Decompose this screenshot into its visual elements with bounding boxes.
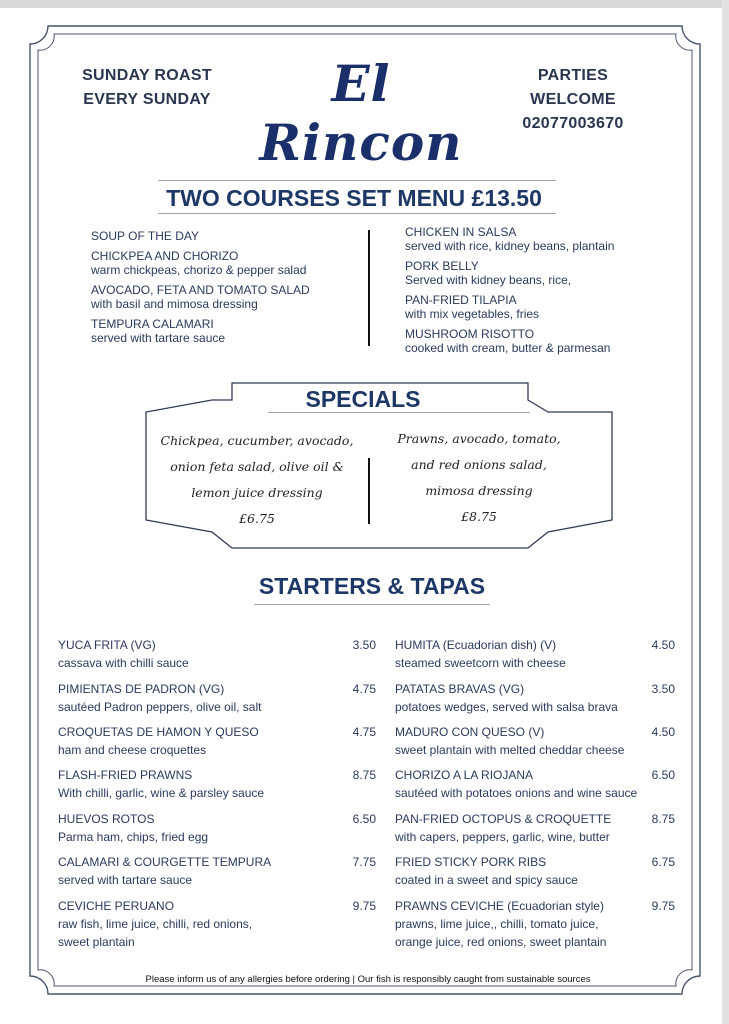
tapas-item — [395, 636, 675, 672]
special-line: mimosa dressing — [425, 483, 533, 498]
item-name: CROQUETAS DE HAMON Y QUESO — [58, 725, 259, 739]
item-description: potatoes wedges, served with salsa brava — [395, 700, 618, 714]
item-price: 4.75 — [352, 725, 376, 739]
item-name: SOUP OF THE DAY — [91, 229, 200, 243]
item-description: with basil and mimosa dressing — [91, 297, 258, 311]
item-description: ham and cheese croquettes — [58, 743, 207, 757]
set-menu-item — [405, 259, 685, 287]
item-price: 4.50 — [651, 638, 675, 652]
item-name: CHORIZO A LA RIOJANA — [395, 768, 534, 782]
set-menu-top-rule — [158, 180, 556, 181]
item-description: steamed sweetcorn with cheese — [395, 656, 566, 670]
item-name: MADURO CON QUESO (V) — [395, 725, 545, 739]
item-price: 4.75 — [352, 682, 376, 696]
item-description: Parma ham, chips, fried egg — [58, 830, 209, 844]
set-menu-mains — [405, 225, 685, 361]
item-description: served with rice, kidney beans, plantain — [405, 239, 615, 253]
set-menu-item — [91, 249, 361, 277]
item-description: coated in a sweet and spicy sauce — [395, 873, 578, 887]
special-line: and red onions salad, — [411, 457, 547, 472]
tapas-item — [395, 766, 675, 802]
restaurant-logo: El Rincon — [259, 54, 463, 172]
set-menu-item — [91, 229, 361, 243]
item-name: PRAWNS CEVICHE (Ecuadorian style) — [395, 899, 604, 913]
item-name: PAN-FRIED TILAPIA — [405, 293, 517, 307]
tapas-rule — [254, 604, 490, 605]
item-price: 6.75 — [651, 855, 675, 869]
item-description: cassava with chilli sauce — [58, 656, 189, 670]
tapas-item — [58, 636, 376, 672]
special-left — [146, 428, 368, 532]
set-menu-title: TWO COURSES SET MENU £13.50 — [166, 185, 542, 211]
item-name: FLASH-FRIED PRAWNS — [58, 768, 193, 782]
item-description: cooked with cream, butter & parmesan — [405, 341, 611, 355]
item-name: YUCA FRITA (VG) — [58, 638, 156, 652]
item-description: served with tartare sauce — [58, 873, 193, 887]
phone-number: 02077003670 — [522, 115, 624, 132]
sunday-roast-notice — [66, 64, 228, 112]
item-description: sautéed with potatoes onions and wine sauce — [395, 786, 638, 800]
specials-title: SPECIALS — [305, 386, 421, 412]
item-description: warm chickpeas, chorizo & pepper salad — [91, 263, 307, 277]
item-name: HUMITA (Ecuadorian dish) (V) — [395, 638, 557, 652]
item-description: with mix vegetables, fries — [405, 307, 540, 321]
welcome-line: WELCOME — [530, 91, 616, 108]
tapas-item — [395, 897, 675, 951]
special-line: Prawns, avocado, tomato, — [397, 431, 561, 446]
tapas-title: STARTERS & TAPAS — [258, 573, 486, 599]
item-description: sweet plantain with melted cheddar cheese — [395, 743, 625, 757]
special-price: £6.75 — [239, 511, 275, 526]
special-right — [374, 426, 584, 530]
item-description: With chilli, garlic, wine & parsley sauce — [58, 786, 265, 800]
item-description: raw fish, lime juice, chilli, red onions, sweet plantain — [58, 917, 253, 949]
special-line: lemon juice dressing — [191, 485, 323, 500]
item-description: sautéed Padron peppers, olive oil, salt — [58, 700, 262, 714]
set-menu-item — [91, 283, 361, 311]
item-price: 4.50 — [651, 725, 675, 739]
tapas-item — [58, 766, 376, 802]
item-price: 6.50 — [352, 812, 376, 826]
special-line: onion feta salad, olive oil & — [170, 459, 344, 474]
set-menu-item — [91, 317, 361, 345]
tapas-item — [58, 897, 376, 951]
allergy-notice: Please inform us of any allergies before ordering | Our fish is responsibly caught from sustainable sources — [145, 974, 591, 985]
item-price: 6.50 — [651, 768, 675, 782]
item-price: 3.50 — [651, 682, 675, 696]
item-price: 8.75 — [651, 812, 675, 826]
item-name: AVOCADO, FETA AND TOMATO SALAD — [91, 283, 310, 297]
item-description: prawns, lime juice,, chilli, tomato juice, orange juice, red onions, sweet plantain — [395, 917, 607, 949]
set-menu-item — [405, 293, 685, 321]
specials-rule — [268, 412, 530, 413]
tapas-item — [58, 810, 376, 846]
item-name: CEVICHE PERUANO — [58, 899, 175, 913]
tapas-item — [395, 680, 675, 716]
item-price: 8.75 — [352, 768, 376, 782]
item-price: 3.50 — [352, 638, 376, 652]
item-name: FRIED STICKY PORK RIBS — [395, 855, 547, 869]
set-menu-item — [405, 327, 685, 355]
item-description: served with tartare sauce — [91, 331, 226, 345]
item-price: 9.75 — [352, 899, 376, 913]
sunday-roast-line: SUNDAY ROAST — [82, 67, 212, 84]
set-menu-item — [405, 225, 685, 253]
item-name: PIMIENTAS DE PADRON (VG) — [58, 682, 225, 696]
item-name: PATATAS BRAVAS (VG) — [395, 682, 525, 696]
item-description: Served with kidney beans, rice, — [405, 273, 572, 287]
item-name: MUSHROOM RISOTTO — [405, 327, 535, 341]
item-name: HUEVOS ROTOS — [58, 812, 155, 826]
item-price: 7.75 — [352, 855, 376, 869]
parties-notice — [498, 64, 648, 136]
item-name: TEMPURA CALAMARI — [91, 317, 214, 331]
set-menu-bottom-rule — [158, 213, 556, 214]
tapas-item — [58, 680, 376, 716]
every-sunday-line: EVERY SUNDAY — [83, 91, 211, 108]
tapas-item — [395, 810, 675, 846]
item-description: with capers, peppers, garlic, wine, butter — [395, 830, 610, 844]
item-name: CHICKEN IN SALSA — [405, 225, 517, 239]
item-name: PORK BELLY — [405, 259, 479, 273]
item-name: CHICKPEA AND CHORIZO — [91, 249, 239, 263]
set-menu-starters — [91, 229, 361, 351]
special-line: Chickpea, cucumber, avocado, — [160, 433, 354, 448]
item-price: 9.75 — [651, 899, 675, 913]
item-name: PAN-FRIED OCTOPUS & CROQUETTE — [395, 812, 612, 826]
tapas-item — [395, 723, 675, 759]
tapas-item — [58, 723, 376, 759]
item-name: CALAMARI & COURGETTE TEMPURA — [58, 855, 272, 869]
tapas-item — [58, 853, 376, 889]
tapas-item — [395, 853, 675, 889]
special-price: £8.75 — [461, 509, 497, 524]
parties-line: PARTIES — [537, 67, 609, 84]
